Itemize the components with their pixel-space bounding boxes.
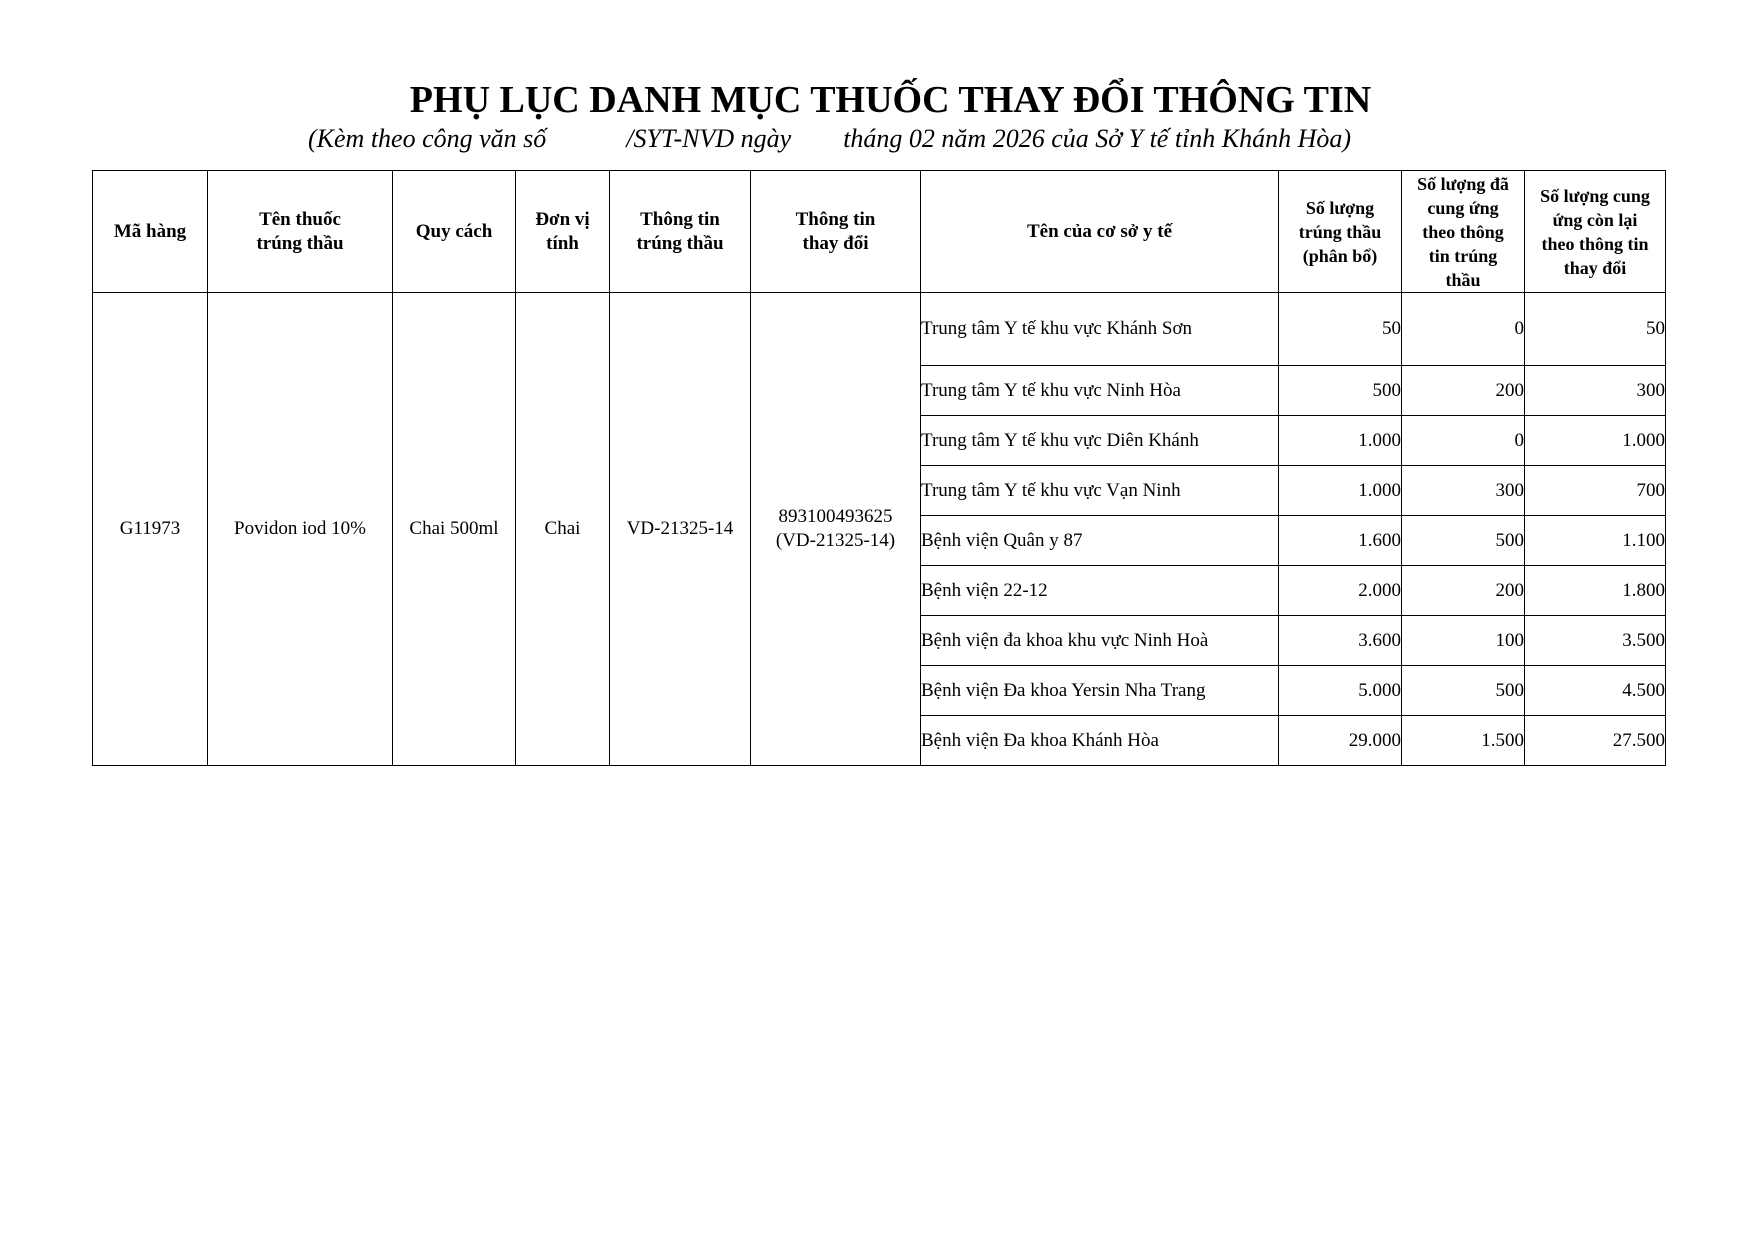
cell-sl-con-lai: 4.500 <box>1525 666 1666 716</box>
cell-thong-tin-trung-thau: VD-21325-14 <box>610 293 751 766</box>
header-quy-cach: Quy cách <box>393 171 516 293</box>
cell-quy-cach: Chai 500ml <box>393 293 516 766</box>
cell-sl-con-lai: 1.000 <box>1525 416 1666 466</box>
cell-sl-con-lai: 50 <box>1525 293 1666 366</box>
cell-sl-da-cung: 0 <box>1402 293 1525 366</box>
header-row <box>93 171 1666 293</box>
cell-sl-da-cung: 100 <box>1402 616 1525 666</box>
cell-sl-con-lai: 27.500 <box>1525 716 1666 766</box>
cell-sl-con-lai: 3.500 <box>1525 616 1666 666</box>
cell-sl-da-cung: 500 <box>1402 516 1525 566</box>
cell-co-so: Bệnh viện Đa khoa Yersin Nha Trang <box>921 666 1279 716</box>
thay-doi-code: 893100493625 <box>778 506 893 527</box>
header-don-vi-tinh: Đơn vị tính <box>516 171 610 293</box>
cell-co-so: Trung tâm Y tế khu vực Khánh Sơn <box>921 293 1279 366</box>
header-so-luong-con-lai: Số lượng cung ứng còn lại theo thông tin thay đổi <box>1525 171 1666 293</box>
document-subtitle <box>308 122 1351 156</box>
subtitle-part-3: tháng 02 năm 2026 của Sở Y tế tỉnh Khánh Hòa) <box>843 124 1352 153</box>
cell-sl-trung-thau: 1.600 <box>1279 516 1402 566</box>
cell-co-so: Trung tâm Y tế khu vực Ninh Hòa <box>921 366 1279 416</box>
cell-sl-da-cung: 1.500 <box>1402 716 1525 766</box>
subtitle-part-2: /SYT-NVD ngày <box>626 124 792 153</box>
cell-don-vi-tinh: Chai <box>516 293 610 766</box>
cell-co-so: Bệnh viện Quân y 87 <box>921 516 1279 566</box>
drug-change-table <box>92 170 1666 766</box>
cell-sl-con-lai: 1.800 <box>1525 566 1666 616</box>
cell-sl-con-lai: 700 <box>1525 466 1666 516</box>
cell-co-so: Bệnh viện Đa khoa Khánh Hòa <box>921 716 1279 766</box>
cell-sl-trung-thau: 500 <box>1279 366 1402 416</box>
cell-sl-da-cung: 0 <box>1402 416 1525 466</box>
document-title: PHỤ LỤC DANH MỤC THUỐC THAY ĐỔI THÔNG TIN <box>409 79 1372 121</box>
cell-sl-trung-thau: 2.000 <box>1279 566 1402 616</box>
cell-sl-con-lai: 1.100 <box>1525 516 1666 566</box>
table-row <box>93 293 1666 366</box>
cell-co-so: Trung tâm Y tế khu vực Vạn Ninh <box>921 466 1279 516</box>
header-thong-tin-thay-doi: Thông tin thay đổi <box>751 171 921 293</box>
cell-sl-da-cung: 300 <box>1402 466 1525 516</box>
header-thong-tin-trung-thau: Thông tin trúng thầu <box>610 171 751 293</box>
cell-sl-trung-thau: 3.600 <box>1279 616 1402 666</box>
cell-co-so: Bệnh viện đa khoa khu vực Ninh Hoà <box>921 616 1279 666</box>
cell-sl-da-cung: 500 <box>1402 666 1525 716</box>
cell-sl-trung-thau: 29.000 <box>1279 716 1402 766</box>
cell-sl-da-cung: 200 <box>1402 566 1525 616</box>
cell-sl-da-cung: 200 <box>1402 366 1525 416</box>
header-ten-thuoc: Tên thuốc trúng thầu <box>208 171 393 293</box>
header-ma-hang: Mã hàng <box>93 171 208 293</box>
cell-ma-hang: G11973 <box>93 293 208 766</box>
header-so-luong-da-cung-ung: Số lượng đã cung ứng theo thông tin trúng thầu <box>1402 171 1525 293</box>
cell-co-so: Trung tâm Y tế khu vực Diên Khánh <box>921 416 1279 466</box>
cell-sl-trung-thau: 1.000 <box>1279 466 1402 516</box>
header-so-luong-trung-thau: Số lượng trúng thầu (phân bổ) <box>1279 171 1402 293</box>
cell-co-so: Bệnh viện 22-12 <box>921 566 1279 616</box>
cell-sl-trung-thau: 1.000 <box>1279 416 1402 466</box>
header-ten-co-so-y-te: Tên của cơ sở y tế <box>921 171 1279 293</box>
cell-thong-tin-thay-doi <box>751 293 921 766</box>
subtitle-part-1: (Kèm theo công văn số <box>308 124 547 153</box>
thay-doi-old-code: (VD-21325-14) <box>775 530 896 551</box>
cell-sl-con-lai: 300 <box>1525 366 1666 416</box>
cell-sl-trung-thau: 5.000 <box>1279 666 1402 716</box>
table-body <box>93 293 1666 766</box>
cell-sl-trung-thau: 50 <box>1279 293 1402 366</box>
cell-ten-thuoc: Povidon iod 10% <box>208 293 393 766</box>
